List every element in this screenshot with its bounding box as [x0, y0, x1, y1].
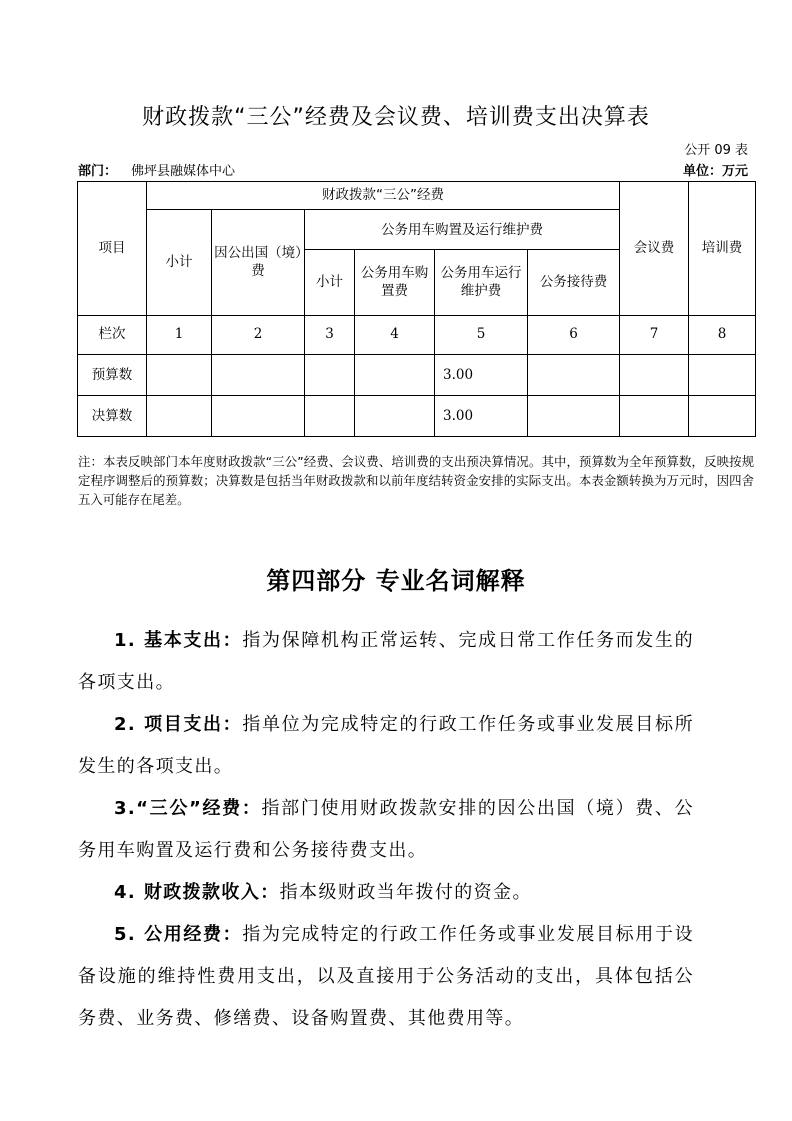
table-row — [78, 395, 756, 436]
table-cell — [689, 395, 756, 436]
definition-text: 指部门使用财政拨款安排的因公出国（境）费、公务用车购置及运行费和公务接待费支出。 — [78, 798, 694, 861]
table-row — [78, 354, 756, 395]
unit-label: 单位：万元 — [682, 164, 748, 179]
table-cell: 1 — [147, 315, 212, 354]
row-label: 预算数 — [78, 354, 147, 395]
definition-term: 2. 项目支出： — [114, 714, 243, 735]
department-value: 佛坪县融媒体中心 — [131, 164, 236, 179]
table-cell — [147, 395, 212, 436]
table-cell — [212, 395, 305, 436]
table-cell — [620, 395, 689, 436]
definition-item — [78, 704, 694, 788]
table-cell: 3.00 — [435, 395, 528, 436]
table-cell — [528, 354, 620, 395]
table-cell — [355, 354, 435, 395]
table-cell — [147, 354, 212, 395]
page-title: 财政拨款“三公”经费及会议费、培训费支出决算表 — [142, 105, 650, 130]
row-label: 决算数 — [78, 395, 147, 436]
table-cell: 3 — [305, 315, 355, 354]
table-cell — [305, 395, 355, 436]
definition-item — [78, 914, 694, 1040]
header-vehicle-operation: 公务用车运行维护费 — [435, 250, 528, 315]
form-number: 公开 09 表 — [684, 143, 748, 158]
table-cell: 7 — [620, 315, 689, 354]
definition-text: 指本级财政当年拨付的资金。 — [279, 882, 532, 903]
section-title: 第四部分 专业名词解释 — [266, 567, 526, 595]
header-training: 培训费 — [689, 182, 756, 316]
table-cell — [355, 395, 435, 436]
table-cell: 6 — [528, 315, 620, 354]
table-cell: 3.00 — [435, 354, 528, 395]
definition-term: 1. 基本支出： — [114, 630, 243, 651]
definition-term: 3.“三公”经费： — [114, 798, 262, 819]
definitions-list — [78, 620, 694, 1040]
header-reception: 公务接待费 — [528, 250, 620, 315]
table-cell: 5 — [435, 315, 528, 354]
header-subtotal: 小计 — [147, 210, 212, 315]
header-meeting: 会议费 — [620, 182, 689, 316]
department-label: 部门： — [78, 164, 118, 179]
definition-term: 5. 公用经费： — [114, 924, 243, 945]
table-cell — [305, 354, 355, 395]
table-cell — [212, 354, 305, 395]
header-sangong: 财政拨款“三公”经费 — [147, 182, 620, 210]
table-cell — [689, 354, 756, 395]
table-cell — [528, 395, 620, 436]
definition-item — [78, 620, 694, 704]
table-note: 注：本表反映部门本年度财政拨款“三公”经费、会议费、培训费的支出预决算情况。其中，预算数为全年预算数，反映按规定程序调整后的预算数；决算数是包括当年财政拨款和以前年度结转资金安排的实际支出。本表金额转换为万元时，因四舍五入可能存在尾差。 — [78, 454, 754, 507]
header-vehicle-group: 公务用车购置及运行维护费 — [305, 210, 620, 250]
definition-item — [78, 788, 694, 872]
department-line — [78, 160, 235, 179]
header-abroad: 因公出国（境）费 — [212, 210, 305, 315]
definition-text: 指为完成特定的行政工作任务或事业发展目标用于设备设施的维持性费用支出，以及直接用于公务活动的支出，具体包括公务费、业务费、修缮费、设备购置费、其他费用等。 — [78, 924, 694, 1029]
header-vehicle-subtotal: 小计 — [305, 250, 355, 315]
definition-text: 指单位为完成特定的行政工作任务或事业发展目标所发生的各项支出。 — [78, 714, 694, 777]
table-cell: 8 — [689, 315, 756, 354]
table-cell: 2 — [212, 315, 305, 354]
row-label: 栏次 — [78, 315, 147, 354]
table-cell — [620, 354, 689, 395]
definition-item — [78, 872, 694, 914]
table-cell: 4 — [355, 315, 435, 354]
definition-text: 指为保障机构正常运转、完成日常工作任务而发生的各项支出。 — [78, 630, 694, 693]
definition-term: 4. 财政拨款收入： — [114, 882, 280, 903]
header-item: 项目 — [78, 182, 147, 316]
table-row — [78, 315, 756, 354]
expenditure-table — [77, 181, 756, 437]
header-vehicle-purchase: 公务用车购置费 — [355, 250, 435, 315]
